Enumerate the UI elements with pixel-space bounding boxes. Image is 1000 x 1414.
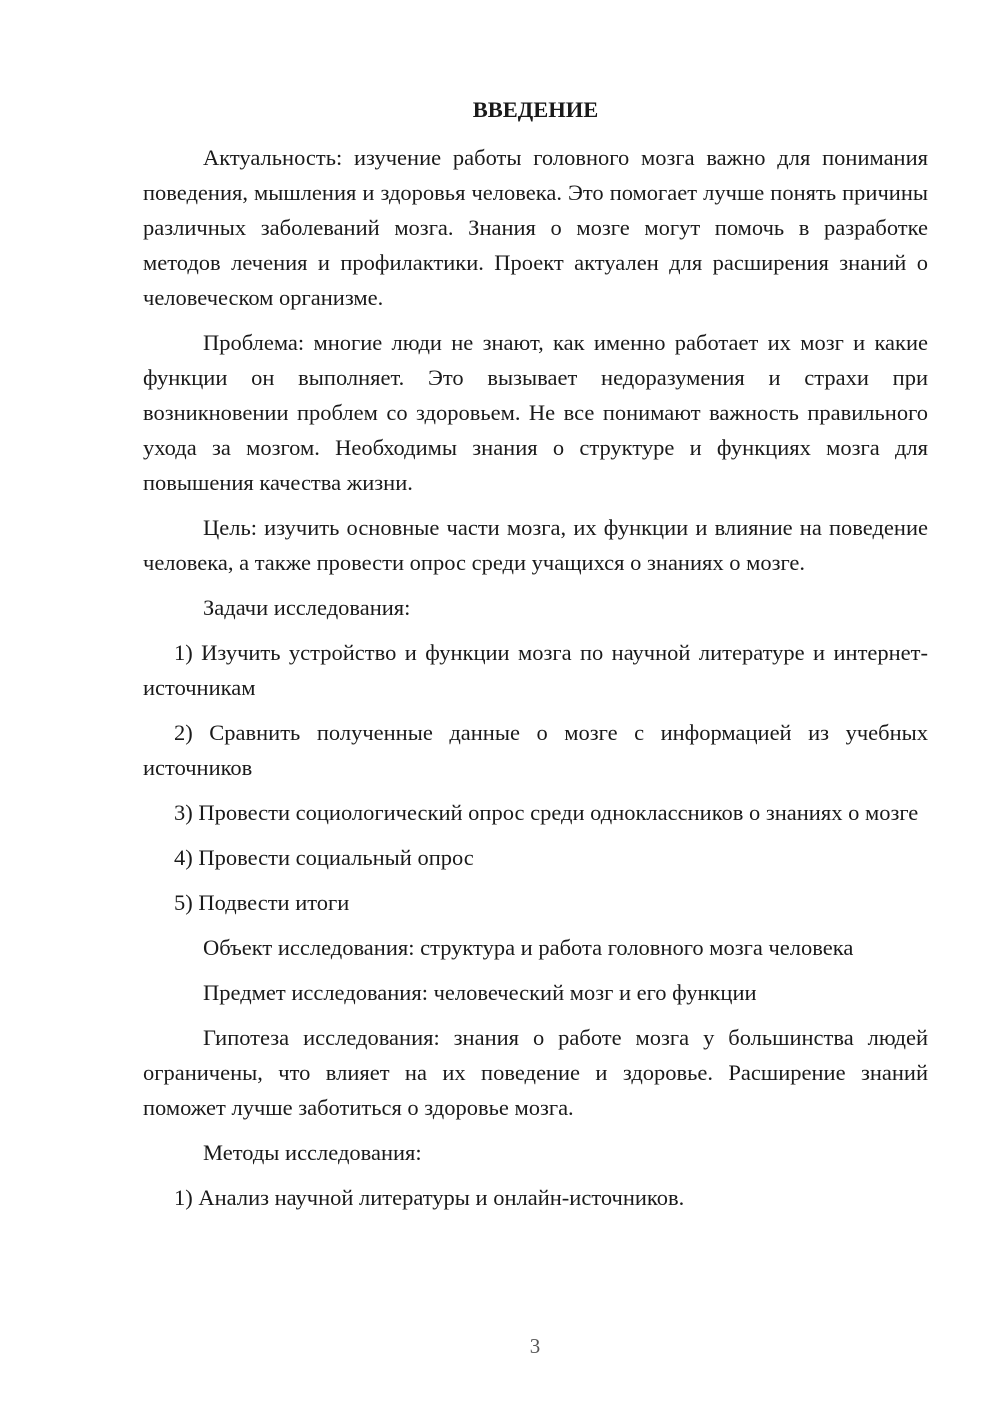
task-item-1: 1) Изучить устройство и функции мозга по научной литературе и интернет-источникам: [143, 640, 928, 700]
task-item-4: 4) Провести социальный опрос: [174, 845, 474, 870]
hypothesis-paragraph: Гипотеза исследования: знания о работе мозга у большинства людей ограничены, что влияет на их поведение и здоровье. Расширение знаний поможет лучше заботиться о здоровье мозга.: [143, 1025, 928, 1120]
object-paragraph: Объект исследования: структура и работа головного мозга человека: [203, 935, 854, 960]
section-heading: ВВЕДЕНИЕ: [472, 97, 599, 122]
tasks-title: Задачи исследования:: [203, 595, 411, 620]
relevance-paragraph: Актуальность: изучение работы головного мозга важно для понимания поведения, мышления и здоровья человека. Это помогает лучше понять причины различных заболеваний мозга. Знания о мозге могут помочь в разработке методов лечения и профилактики. Проект актуален для расширения знаний о человеческом организме.: [143, 145, 928, 310]
method-item-1: 1) Анализ научной литературы и онлайн-источников.: [174, 1185, 685, 1210]
document-page: [143, 92, 928, 1225]
methods-title: Методы исследования:: [203, 1140, 422, 1165]
goal-paragraph: Цель: изучить основные части мозга, их функции и влияние на поведение человека, а также провести опрос среди учащихся о знаниях о мозге.: [143, 515, 928, 575]
task-item-3: 3) Провести социологический опрос среди одноклассников о знаниях о мозге: [174, 800, 919, 825]
task-item-5: 5) Подвести итоги: [174, 890, 350, 915]
page-number: 3: [529, 1334, 541, 1358]
problem-paragraph: Проблема: многие люди не знают, как именно работает их мозг и какие функции он выполняет. Это вызывает недоразумения и страхи при возникновении проблем со здоровьем. Не все понимают важность правильного ухода за мозгом. Необходимы знания о структуре и функциях мозга для повышения качества жизни.: [143, 330, 928, 495]
subject-paragraph: Предмет исследования: человеческий мозг и его функции: [203, 980, 757, 1005]
task-item-2: 2) Сравнить полученные данные о мозге с информацией из учебных источников: [143, 720, 928, 780]
